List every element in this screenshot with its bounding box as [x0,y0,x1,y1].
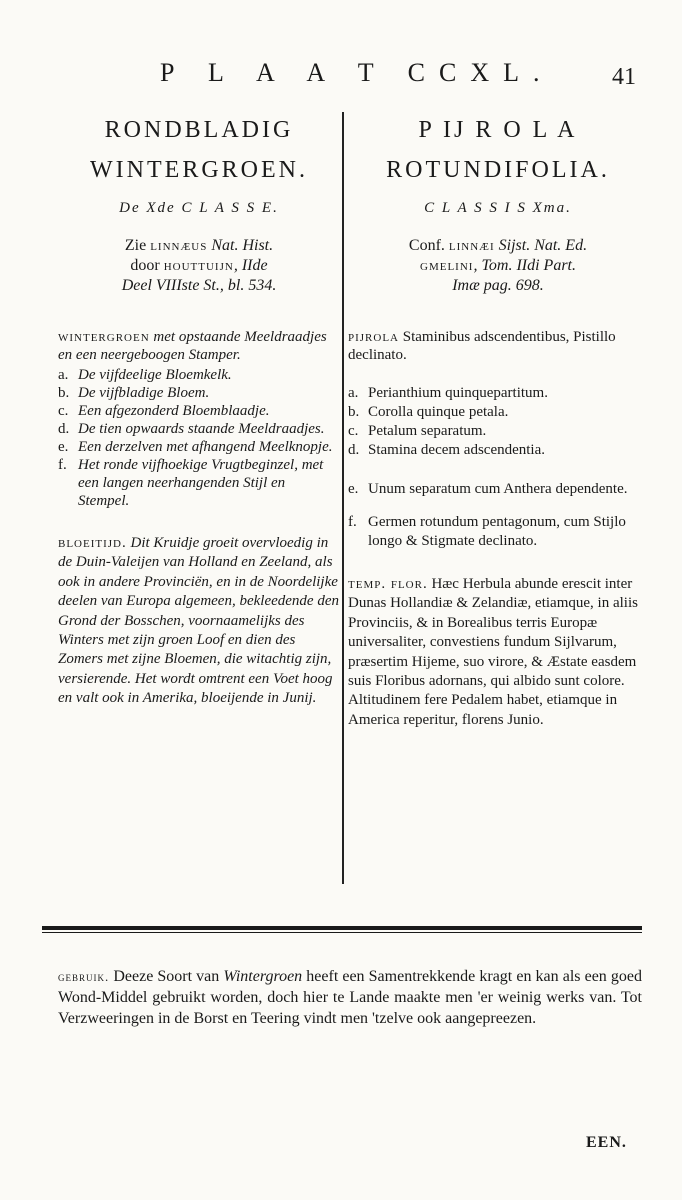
desc-lead: wintergroen [58,329,150,345]
desc-lead: pijrola [348,329,400,345]
dutch-column [58,110,340,709]
section-rule-thin [42,932,642,933]
latin-title-1: P IJ R O L A [418,117,578,143]
ref-author: gmelini [420,257,474,274]
dutch-item-list [58,366,340,510]
ref-text: Nat. Hist. [207,237,274,254]
latin-column [348,110,648,730]
ref-author: linnæi [448,237,495,254]
gebruik-text: heeft een Samentrekkende kragt en kan als een goed Wond-Middel gebruikt worden, doch hier te Lande maakte men 'er weinig werks van. Tot Verzweeringen in de Borst en Teering vindt men 'tzelve ook aangepreezen. [58,968,643,1027]
dutch-title-1: RONDBLADIG [104,117,294,143]
list-item: f. Germen rotundum pentagonum, cum Stijlo longo & Stigmate declinato. [348,514,626,549]
ref-text: Imæ pag. 698. [452,277,544,294]
dutch-bloeitijd [58,534,340,709]
gebruik-lead: gebruik. [58,969,110,984]
latin-classis: C L A S S I S Xma. [424,200,572,216]
ref-text: , IIde [233,257,268,274]
ref-text: door [130,257,164,274]
gebruik-text: Deeze Soort van [109,968,224,985]
catchword: EEN. [586,1134,627,1151]
gebruik-paragraph [58,966,642,1029]
bloei-lead: bloeitijd. [58,535,127,551]
gebruik-italic: Wintergroen [223,968,303,985]
ref-author: houttuijn [163,257,234,274]
list-item: f. Het ronde vijfhoekige Vrugtbeginzel, met een langen neerhangenden Stijl en Stempel. [58,457,324,509]
latin-item-list [348,384,648,551]
ref-text: Zie [124,237,151,254]
list-item: a. De vijfdeelige Bloemkelk. [58,367,232,383]
ref-text: , Tom. IIdi Part. [473,257,576,274]
latin-title-2: ROTUNDIFOLIA. [386,157,610,183]
ref-text: Conf. [408,237,449,254]
list-item: a. Perianthium quinquepartitum. [348,385,548,401]
desc-text: Staminibus adscendentibus, Pistillo declinato. [348,329,616,363]
bloei-text: Dit Kruidje groeit overvloedig in de Duin-Valeijen van Holland en Zeeland, als ook in andere Provinciën, en in de Noordelijke deelen van Europa algemeen, bekleedende den Grond der Bosschen, voornaamelijks des Winters met zijn groen Loof en dien des Zomers met zijne Bloemen, die witachtig zijn, versierende. Het wordt omtrent een Voet hoog en valt ook in Amerika, bloeijende in Junij. [58,535,339,707]
page-number: 41 [612,64,636,90]
list-item: d. De tien opwaards staande Meeldraadjes. [58,421,325,437]
latin-reference [348,236,648,296]
ref-text: Sijst. Nat. Ed. [494,237,588,254]
list-item: b. De vijfbladige Bloem. [58,385,210,401]
dutch-classe: De Xde C L A S S E. [119,200,279,216]
list-item: e. Unum separatum cum Anthera dependente. [348,481,628,497]
section-rule [42,926,642,930]
list-item: b. Corolla quinque petala. [348,404,509,420]
desc-text: met opstaande Meeldraadjes en een neergeboogen Stamper. [58,329,327,363]
bloei-text: Hæc Herbula abunde erescit inter Dunas Hollandiæ & Zelandiæ, etiamque, in aliis Provinciis, & in Borealibus terris Europæ universaliter, convestiens fundum Sijlvarum, præsertim Hijeme, suo virore, & Æstate easdem suis Floribus adornans, qui albido sunt colore. Altitudinem fere Pedalem habet, etiamque in America reperitur, florens Junio. [348,576,638,728]
list-item: d. Stamina decem adscendentia. [348,442,546,458]
latin-tempus-floris [348,575,648,730]
plate-title: P L A A T CCXL. [160,58,554,87]
list-item: c. Petalum separatum. [348,423,487,439]
dutch-reference [58,236,340,296]
latin-description [348,328,648,364]
ref-text: Deel VIIIste St., bl. 534. [121,277,277,294]
dutch-description [58,328,340,364]
bloei-lead: temp. flor. [348,576,428,592]
dutch-title-2: WINTERGROEN. [90,157,308,183]
column-divider [342,112,344,884]
list-item: e. Een derzelven met afhangend Meelknopje. [58,439,333,455]
list-item: c. Een afgezonderd Bloemblaadje. [58,403,270,419]
ref-author: linnæus [150,237,208,254]
